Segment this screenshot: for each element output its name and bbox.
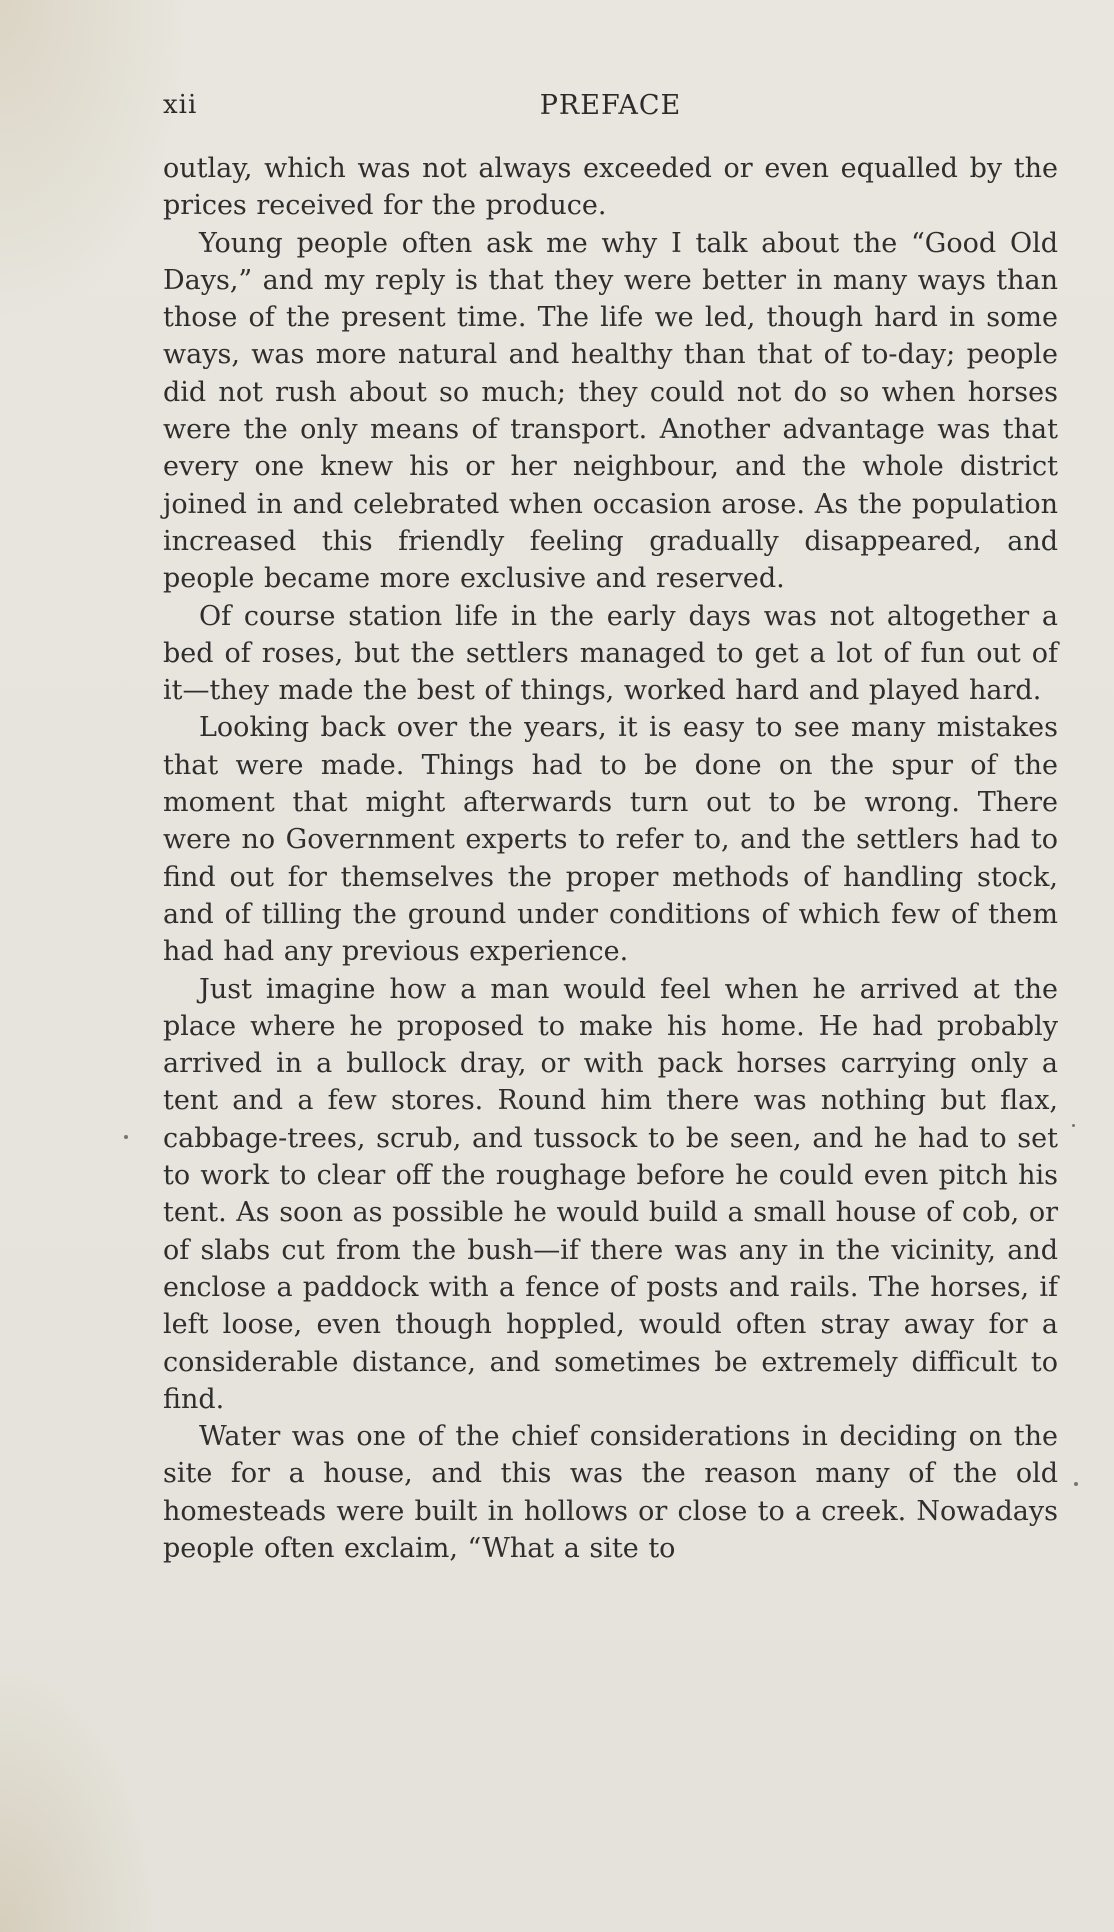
paper-speck [1074, 1482, 1078, 1486]
paragraph-water: Water was one of the chief considerations in deciding on the site for a house, and this was the reason many of the old homesteads were built in hollows or close to a creek. Nowadays people often exclaim, “What a site to [163, 1421, 1058, 1564]
paragraph-good-old-days: Young people often ask me why I talk about the “Good Old Days,” and my reply is that they were better in many ways than those of the present time. The life we led, though hard in some ways, was more natural and healthy than that of to-day; people did not rush about so much; they could not do so when horses were the only means of transport. Another advantage was that every one knew his or her neighbour, and the whole district joined in and celebrated when occasion arose. As the population increased this friendly feeling gradually disappeared, and people became more exclusive and reserved. [163, 227, 1058, 595]
paragraph-continuation: outlay, which was not always exceeded or even equalled by the prices received for the produce. [163, 153, 1058, 222]
paper-speck [124, 1135, 128, 1139]
running-head: PREFACE [539, 90, 682, 121]
paragraph-station-life: Of course station life in the early days was not altogether a bed of roses, but the settlers managed to get a lot of fun out of it—they made the best of things, worked hard and played hard. [163, 600, 1058, 707]
paragraph-arrival: Just imagine how a man would feel when he arrived at the place where he proposed to make his home. He had probably arrived in a bullock dray, or with pack horses carrying only a tent and a few stores. Round him there was nothing but flax, cabbage-trees, scrub, and tussock to be seen, and he had to set to work to clear off the roughage before he could even pitch his tent. As soon as possible he would build a small house of cob, or of slabs cut from the bush—if there was any in the vicinity, and enclose a paddock with a fence of posts and rails. The horses, if left loose, even though hoppled, would often stray away for a considerable distance, and sometimes be extremely difficult to find. [163, 973, 1058, 1415]
page-number: xii [163, 90, 198, 120]
body-text [163, 150, 1058, 1567]
page-header [163, 90, 1058, 130]
paragraph-mistakes: Looking back over the years, it is easy to see many mistakes that were made. Things had to be done on the spur of the moment that might afterwards turn out to be wrong. There were no Government experts to refer to, and the settlers had to find out for themselves the proper methods of handling stock, and of tilling the ground under conditions of which few of them had had any previous experience. [163, 712, 1058, 968]
paper-speck [1072, 1124, 1075, 1127]
